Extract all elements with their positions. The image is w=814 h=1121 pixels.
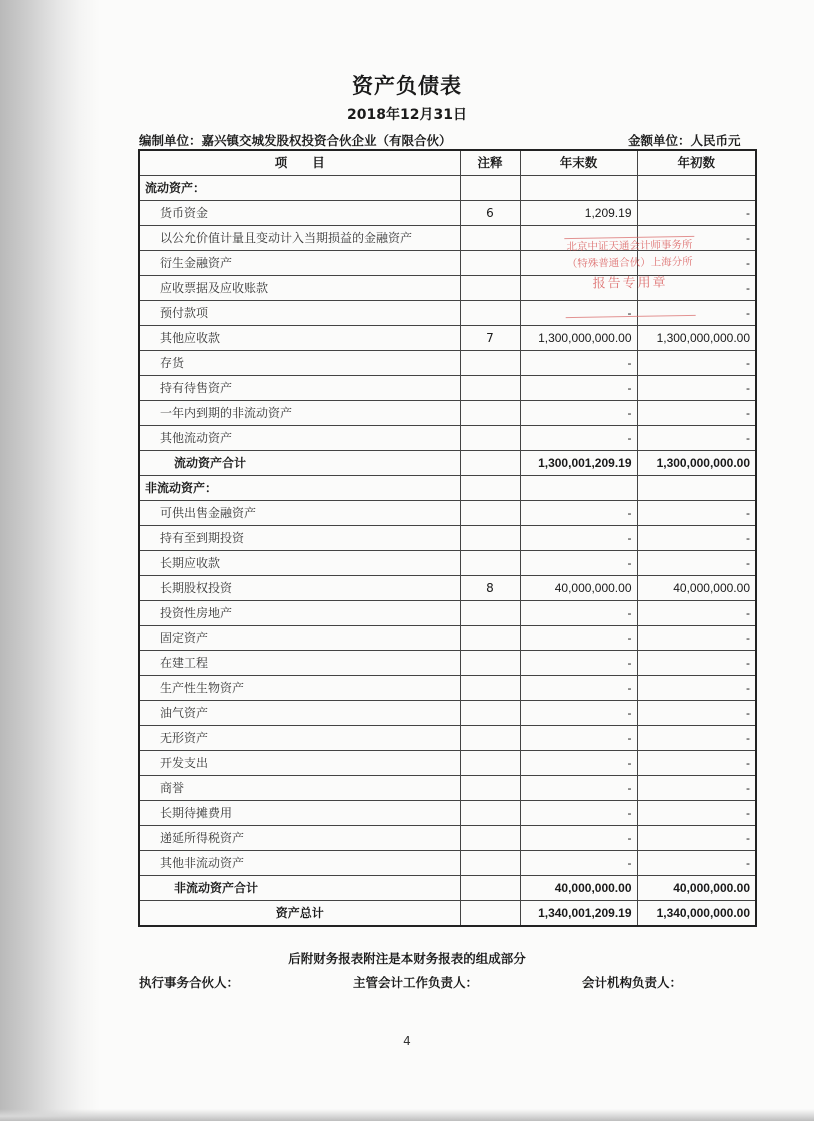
row-item: 非流动资产合计 [139, 876, 460, 901]
balance-sheet-table [138, 149, 757, 927]
row-item: 油气资产 [139, 701, 460, 726]
row-year-begin: - [637, 851, 756, 876]
row-note [460, 776, 520, 801]
row-item: 以公允价值计量且变动计入当期损益的金融资产 [139, 226, 460, 251]
table-row [139, 626, 756, 651]
row-year-end [520, 176, 637, 201]
row-year-end: - [520, 551, 637, 576]
row-year-begin [637, 176, 756, 201]
row-note [460, 626, 520, 651]
row-year-begin: 1,300,000,000.00 [637, 451, 756, 476]
row-year-begin: - [637, 751, 756, 776]
row-year-begin: - [637, 501, 756, 526]
row-year-end: - [520, 626, 637, 651]
row-item: 货币资金 [139, 201, 460, 226]
row-year-end: 40,000,000.00 [520, 576, 637, 601]
row-item: 长期应收款 [139, 551, 460, 576]
row-year-begin: - [637, 251, 756, 276]
table-row [139, 576, 756, 601]
row-item: 投资性房地产 [139, 601, 460, 626]
row-year-end: - [520, 651, 637, 676]
signature-partner: 执行事务合伙人： [139, 975, 240, 990]
row-note [460, 826, 520, 851]
row-item: 资产总计 [139, 901, 460, 927]
table-row [139, 476, 756, 501]
row-note [460, 401, 520, 426]
row-year-end: - [520, 351, 637, 376]
row-year-end: 1,340,001,209.19 [520, 901, 637, 927]
row-year-begin: - [637, 601, 756, 626]
row-item: 应收票据及应收账款 [139, 276, 460, 301]
row-year-begin: - [637, 726, 756, 751]
row-year-begin: - [637, 676, 756, 701]
row-year-begin: - [637, 551, 756, 576]
table-row [139, 401, 756, 426]
table-row [139, 651, 756, 676]
row-year-end: 40,000,000.00 [520, 876, 637, 901]
row-note: 8 [460, 576, 520, 601]
row-item: 非流动资产： [139, 476, 460, 501]
row-note [460, 176, 520, 201]
row-note [460, 751, 520, 776]
row-item: 在建工程 [139, 651, 460, 676]
table-row [139, 726, 756, 751]
table-row [139, 351, 756, 376]
table-row [139, 451, 756, 476]
row-item: 其他流动资产 [139, 426, 460, 451]
table-row [139, 701, 756, 726]
scan-bottom-edge [0, 1109, 814, 1121]
row-item: 衍生金融资产 [139, 251, 460, 276]
row-note [460, 601, 520, 626]
row-note [460, 901, 520, 927]
row-note [460, 226, 520, 251]
row-item: 流动资产合计 [139, 451, 460, 476]
table-row [139, 251, 756, 276]
table-row [139, 276, 756, 301]
table-row [139, 826, 756, 851]
row-note [460, 276, 520, 301]
row-item: 无形资产 [139, 726, 460, 751]
row-note [460, 726, 520, 751]
row-item: 流动资产： [139, 176, 460, 201]
row-item: 固定资产 [139, 626, 460, 651]
row-note [460, 376, 520, 401]
row-note [460, 451, 520, 476]
row-note [460, 801, 520, 826]
table-row [139, 426, 756, 451]
row-year-end: - [520, 726, 637, 751]
row-year-end: - [520, 776, 637, 801]
table-row [139, 601, 756, 626]
row-item: 递延所得税资产 [139, 826, 460, 851]
signature-department-head: 会计机构负责人： [582, 975, 683, 990]
table-header-row [139, 150, 756, 176]
row-year-end: 1,209.19 [520, 201, 637, 226]
row-item: 一年内到期的非流动资产 [139, 401, 460, 426]
row-year-end [520, 276, 637, 301]
row-year-end [520, 226, 637, 251]
row-year-begin: - [637, 701, 756, 726]
row-year-end: - [520, 676, 637, 701]
table-row [139, 901, 756, 927]
row-year-end: - [520, 501, 637, 526]
row-year-begin: - [637, 276, 756, 301]
stamp-line-2: （特殊普通合伙）上海分所 [566, 255, 693, 271]
row-note [460, 301, 520, 326]
table-row [139, 776, 756, 801]
table-row [139, 376, 756, 401]
table-row [139, 526, 756, 551]
row-year-end: - [520, 701, 637, 726]
row-year-end: - [520, 526, 637, 551]
row-year-end: 1,300,001,209.19 [520, 451, 637, 476]
table-row [139, 226, 756, 251]
row-note [460, 526, 520, 551]
row-year-begin [637, 476, 756, 501]
row-year-end: - [520, 601, 637, 626]
row-year-end: - [520, 426, 637, 451]
row-year-begin: - [637, 801, 756, 826]
row-item: 商誉 [139, 776, 460, 801]
row-item: 其他非流动资产 [139, 851, 460, 876]
table-row [139, 751, 756, 776]
row-note [460, 501, 520, 526]
header-item: 项 目 [139, 150, 460, 176]
row-item: 生产性生物资产 [139, 676, 460, 701]
row-year-end: - [520, 376, 637, 401]
header-note: 注释 [460, 150, 520, 176]
report-date: 2018年12月31日 [347, 107, 467, 123]
row-year-end: - [520, 401, 637, 426]
row-item: 持有至到期投资 [139, 526, 460, 551]
row-item: 持有待售资产 [139, 376, 460, 401]
stamp-line-1: 北京中证天通会计师事务所 [566, 238, 693, 254]
row-year-end [520, 251, 637, 276]
currency-unit: 金额单位：人民币元 [628, 133, 741, 148]
signature-accounting-head: 主管会计工作负责人： [353, 975, 479, 990]
row-item: 可供出售金融资产 [139, 501, 460, 526]
row-item: 预付款项 [139, 301, 460, 326]
reporting-entity: 编制单位：嘉兴镇交城发股权投资合伙企业（有限合伙） [139, 133, 452, 148]
row-year-end: - [520, 851, 637, 876]
table-row [139, 501, 756, 526]
row-year-begin: - [637, 426, 756, 451]
row-year-begin: - [637, 226, 756, 251]
table-row [139, 201, 756, 226]
header-year-begin: 年初数 [637, 150, 756, 176]
row-note: 6 [460, 201, 520, 226]
page-number: 4 [403, 1034, 411, 1048]
row-note [460, 701, 520, 726]
row-year-begin: - [637, 526, 756, 551]
row-year-end: 1,300,000,000.00 [520, 326, 637, 351]
table-row [139, 551, 756, 576]
row-year-begin: - [637, 301, 756, 326]
row-year-begin: 1,340,000,000.00 [637, 901, 756, 927]
footnote: 后附财务报表附注是本财务报表的组成部分 [288, 951, 526, 966]
row-note [460, 351, 520, 376]
row-year-begin: - [637, 826, 756, 851]
row-year-begin: 1,300,000,000.00 [637, 326, 756, 351]
row-year-begin: - [637, 376, 756, 401]
row-year-end: - [520, 826, 637, 851]
table-row [139, 801, 756, 826]
table-row [139, 326, 756, 351]
row-note [460, 476, 520, 501]
balance-sheet-body [139, 176, 756, 927]
stamp-line-3: 报告专用章 [592, 275, 668, 292]
row-year-end: - [520, 751, 637, 776]
row-note: 7 [460, 326, 520, 351]
row-year-begin: 40,000,000.00 [637, 576, 756, 601]
row-item: 存货 [139, 351, 460, 376]
row-year-end: - [520, 801, 637, 826]
row-note [460, 676, 520, 701]
table-row [139, 676, 756, 701]
row-note [460, 251, 520, 276]
table-row [139, 176, 756, 201]
table-row [139, 851, 756, 876]
row-year-begin: 40,000,000.00 [637, 876, 756, 901]
row-note [460, 851, 520, 876]
row-year-begin: - [637, 401, 756, 426]
row-item: 长期待摊费用 [139, 801, 460, 826]
row-note [460, 551, 520, 576]
row-year-begin: - [637, 776, 756, 801]
row-item: 长期股权投资 [139, 576, 460, 601]
header-year-end: 年末数 [520, 150, 637, 176]
row-year-begin: - [637, 651, 756, 676]
row-year-begin: - [637, 201, 756, 226]
row-note [460, 426, 520, 451]
row-year-begin: - [637, 351, 756, 376]
row-year-end [520, 476, 637, 501]
row-year-end: - [520, 301, 637, 326]
row-item: 开发支出 [139, 751, 460, 776]
row-year-begin: - [637, 626, 756, 651]
table-row [139, 876, 756, 901]
row-note [460, 876, 520, 901]
row-note [460, 651, 520, 676]
document-title: 资产负债表 [352, 74, 462, 98]
row-item: 其他应收款 [139, 326, 460, 351]
table-row [139, 301, 756, 326]
